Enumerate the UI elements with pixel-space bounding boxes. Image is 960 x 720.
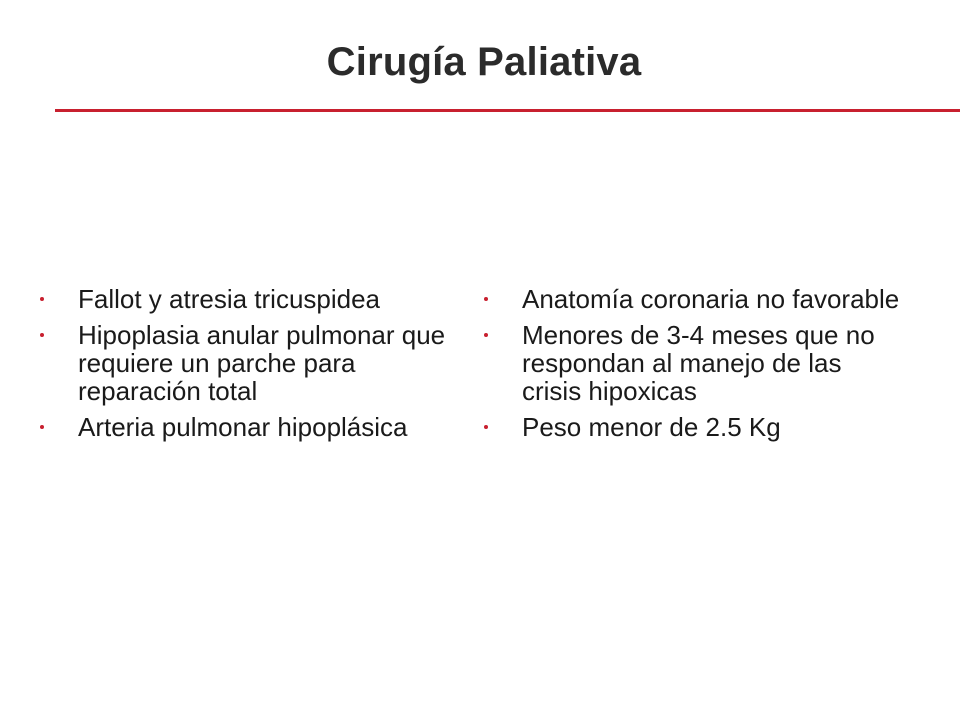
bullet-text: Fallot y atresia tricuspidea (78, 284, 381, 314)
left-bullet-list (40, 285, 485, 441)
list-item (40, 413, 485, 441)
list-item (40, 285, 485, 313)
list-item (40, 321, 485, 405)
bullet-dot-icon (484, 333, 488, 337)
slide-title: Cirugía Paliativa (326, 40, 642, 84)
bullet-text: Anatomía coronaria no favorable (522, 284, 900, 314)
list-item (484, 413, 904, 441)
title-divider (55, 109, 960, 112)
bullet-dot-icon (484, 297, 488, 301)
bullet-dot-icon (40, 333, 44, 337)
list-item (484, 285, 904, 313)
bullet-dot-icon (484, 425, 488, 429)
bullet-text: Hipoplasia anular pulmonar que requiere un parche para reparación total (78, 320, 446, 406)
bullet-text: Peso menor de 2.5 Kg (522, 412, 781, 442)
left-column (40, 285, 485, 449)
bullet-dot-icon (40, 425, 44, 429)
right-bullet-list (484, 285, 904, 441)
bullet-dot-icon (40, 297, 44, 301)
bullet-text: Arteria pulmonar hipoplásica (78, 412, 408, 442)
list-item (484, 321, 904, 405)
right-column (484, 285, 904, 449)
bullet-text: Menores de 3-4 meses que no respondan al manejo de las crisis hipoxicas (522, 320, 875, 406)
